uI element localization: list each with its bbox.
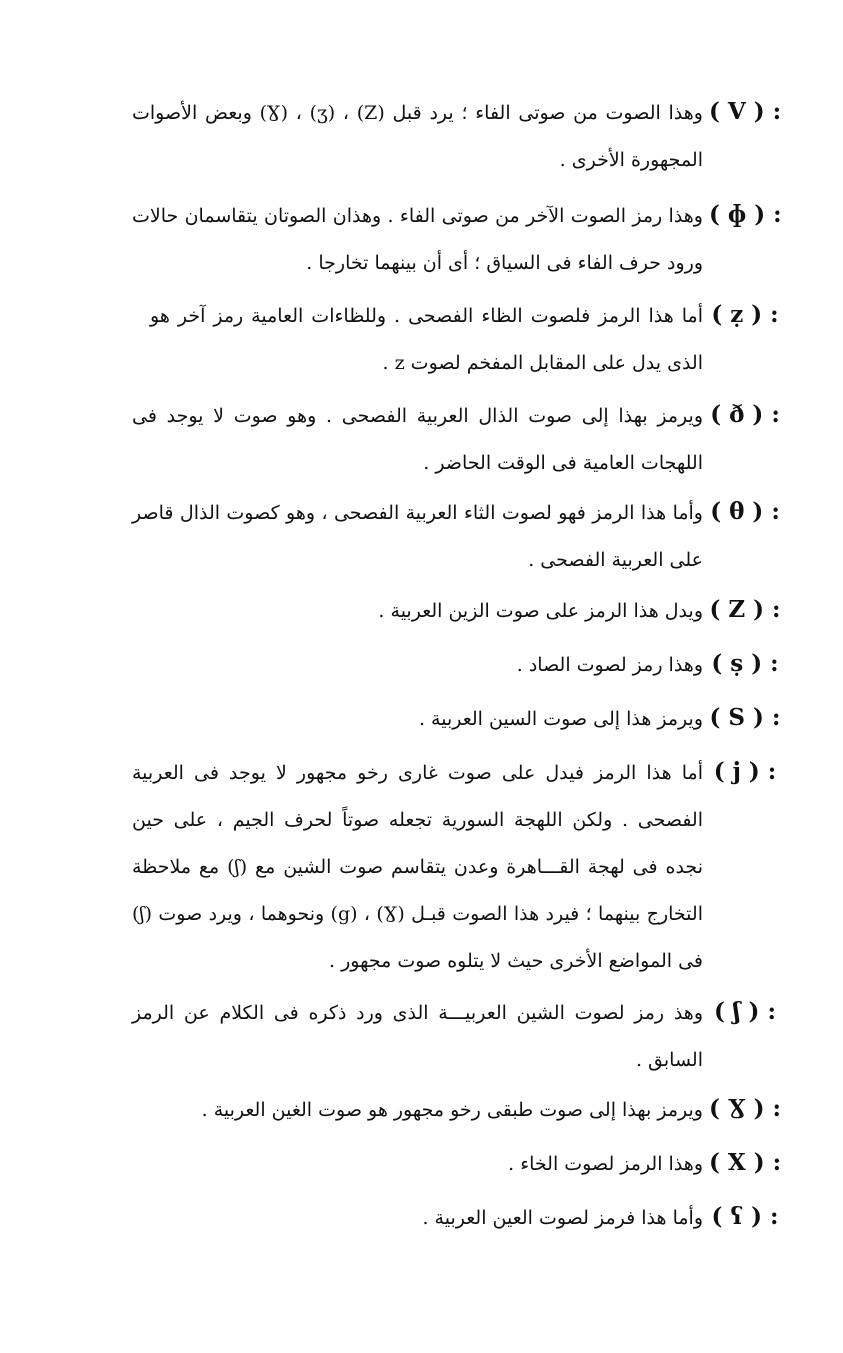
phonetic-symbol: ( S ) : [709,704,781,731]
phonetic-symbol: ( j ) : [713,758,777,785]
phonetic-symbol: ( ẓ ) : [711,301,779,328]
entry-theta [132,490,781,584]
entry-description: أما هذا الرمز فلصوت الظاء الفصحى . وللظاءات العامية رمز آخر هو الذى يدل على المقابل المفخم لصوت z . [150,305,703,374]
entry-description: وهذا رمز لصوت الصاد . [516,654,703,676]
entry-emphatic-s [132,642,781,689]
entry-esh [132,990,781,1084]
entry-z [132,588,781,635]
phonetic-symbol: ( Z ) : [709,596,781,623]
entry-description: وهذ رمز لصوت الشين العربيـــة الذى ورد ذكره فى الكلام عن الرمز السابق . [132,1002,703,1071]
phonetic-symbol: ( X ) : [709,1149,782,1176]
entry-description: ويرمز بهذا إلى صوت الذال العربية الفصحى . وهو صوت لا يوجد فى اللهجات العامية فى الوقت الحاضر . [132,405,703,474]
phonetic-symbol: ( ʕ ) : [711,1203,779,1230]
entry-description: وأما هذا فرمز لصوت العين العربية . [422,1207,703,1229]
entry-description: وهذا الصوت من صوتى الفاء ؛ يرد قبل (Z) ، (ʒ) ، (Ɣ) وبعض الأصوات المجهورة الأخرى . [132,102,703,171]
entry-description: ويرمز بهذا إلى صوت طبقى رخو مجهور هو صوت الغين العربية . [201,1099,703,1121]
phonetic-symbol: ( ð ) : [710,401,780,428]
phonetic-symbol: ( ɸ ) : [709,201,782,228]
entry-description: ويرمز هذا إلى صوت السين العربية . [418,708,703,730]
phonetic-symbol: ( Ɣ ) : [709,1095,781,1122]
entry-gamma [132,1087,781,1134]
phonetic-symbol: ( θ ) : [710,498,780,525]
entry-description: أما هذا الرمز فيدل على صوت غارى رخو مجهور لا يوجد فى العربية الفصحى . ولكن اللهجة السورية تجعله صوتاً لحرف الجيم ، على حين نجده فى لهجة القـــاهرة وعدن يتقاسم صوت الشين مع (ʃ) مع ملاحظة التخارج بينهما ؛ فيرد هذا الصوت قبـل (Ɣ) ، (g) ونحوهما ، ويرد صوت (ʃ) فى المواضع الأخرى حيث لا يتلوه صوت مجهور . [132,762,703,972]
entry-v [132,90,781,184]
phonetic-symbol: ( ʃ ) : [714,998,776,1025]
entry-s [132,696,781,743]
entry-emphatic-z [150,293,781,387]
phonetic-symbol: ( V ) : [709,98,782,125]
entry-j [132,750,781,985]
entry-description: ويدل هذا الرمز على صوت الزين العربية . [378,600,703,622]
entry-description: وهذا رمز الصوت الآخر من صوتى الفاء . وهذان الصوتان يتقاسمان حالات ورود حرف الفاء فى السياق ؛ أى أن بينهما تخارجا . [132,205,703,274]
phonetic-symbol: ( ṣ ) : [711,650,779,677]
entry-ayn [132,1195,781,1242]
entry-description: وهذا الرمز لصوت الخاء . [508,1153,703,1175]
entry-phi [132,193,781,287]
entry-description: وأما هذا الرمز فهو لصوت الثاء العربية الفصحى ، وهو كصوت الذال قاصر على العربية الفصحى . [132,502,703,571]
entry-eth [132,393,781,487]
entry-x [132,1141,781,1188]
